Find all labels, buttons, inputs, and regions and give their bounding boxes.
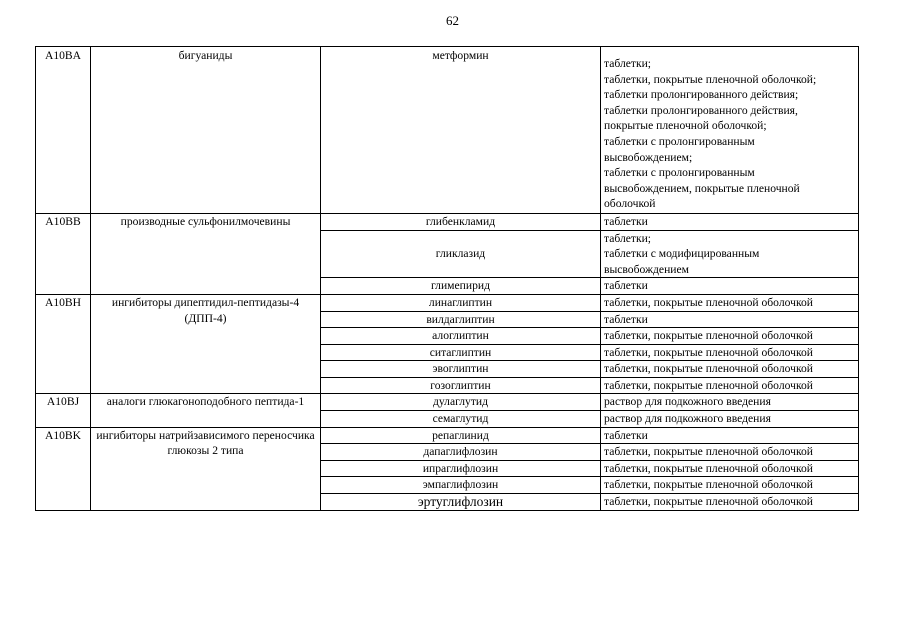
atc-code-cell: A10BB: [36, 213, 91, 294]
dosage-form-cell: [601, 344, 859, 361]
drug-name-cell: гликлазид: [321, 230, 601, 278]
dosage-form-cell: [601, 427, 859, 444]
drug-name-cell: глибенкламид: [321, 213, 601, 230]
dosage-form-line: таблетки, покрытые пленочной оболочкой: [604, 478, 813, 492]
dosage-form-cell: [601, 278, 859, 295]
drug-table: [35, 46, 859, 511]
dosage-form-cell: [601, 394, 859, 411]
drug-name-cell: ситаглиптин: [321, 344, 601, 361]
dosage-form-line: таблетки, покрытые пленочной оболочкой: [604, 445, 813, 459]
dosage-form-cell: [601, 328, 859, 345]
dosage-form-line: высвобождением: [604, 262, 689, 276]
atc-code-cell: A10BK: [36, 427, 91, 510]
dosage-form-cell: [601, 311, 859, 328]
dosage-form-line: таблетки, покрытые пленочной оболочкой: [604, 295, 813, 309]
atc-code-cell: A10BA: [36, 47, 91, 214]
dosage-form-cell: [601, 494, 859, 511]
dosage-form-cell: [601, 213, 859, 230]
dosage-form-line: раствор для подкожного введения: [604, 412, 771, 426]
dosage-form-line: таблетки, покрытые пленочной оболочкой: [604, 329, 813, 343]
drug-group-cell: аналоги глюкагоноподобного пептида-1: [91, 394, 321, 427]
dosage-form-cell: [601, 460, 859, 477]
drug-name-cell: эмпаглифлозин: [321, 477, 601, 494]
drug-name-cell: семаглутид: [321, 411, 601, 428]
drug-group-cell: бигуаниды: [91, 47, 321, 214]
dosage-form-line: таблетки, покрытые пленочной оболочкой;: [604, 72, 817, 86]
dosage-form-cell: [601, 230, 859, 278]
table-row: [36, 394, 859, 411]
dosage-form-line: таблетки с пролонгированным: [604, 166, 755, 180]
dosage-form-line: таблетки: [604, 214, 648, 228]
drug-name-cell: линаглиптин: [321, 294, 601, 311]
dosage-form-line: таблетки, покрытые пленочной оболочкой: [604, 495, 813, 509]
dosage-form-line: таблетки: [604, 312, 648, 326]
table-row: [36, 213, 859, 230]
dosage-form-cell: [601, 361, 859, 378]
dosage-form-line: таблетки: [604, 428, 648, 442]
drug-name-cell: гозоглиптин: [321, 377, 601, 394]
drug-name-cell: алоглиптин: [321, 328, 601, 345]
drug-name-cell: дапаглифлозин: [321, 444, 601, 461]
page-number: 62: [446, 13, 459, 28]
drug-name-cell: глимепирид: [321, 278, 601, 295]
dosage-form-line: таблетки, покрытые пленочной оболочкой: [604, 378, 813, 392]
drug-name-cell: метформин: [321, 47, 601, 214]
dosage-form-line: таблетки с модифицированным: [604, 247, 760, 261]
dosage-form-line: таблетки с пролонгированным: [604, 134, 755, 148]
dosage-form-line: таблетки пролонгированного действия;: [604, 88, 799, 102]
drug-group-cell: ингибиторы натрийзависимого переносчика глюкозы 2 типа: [91, 427, 321, 510]
dosage-form-cell: [601, 294, 859, 311]
drug-name-cell: эвоглиптин: [321, 361, 601, 378]
drug-name-cell: дулаглутид: [321, 394, 601, 411]
atc-code-cell: A10BH: [36, 294, 91, 394]
table-row: [36, 294, 859, 311]
dosage-form-line: таблетки пролонгированного действия,: [604, 103, 798, 117]
dosage-form-line: высвобождением;: [604, 150, 693, 164]
dosage-form-cell: [601, 47, 859, 214]
dosage-form-line: таблетки;: [604, 57, 652, 70]
dosage-form-line: таблетки, покрытые пленочной оболочкой: [604, 345, 813, 359]
table-row: [36, 47, 859, 214]
dosage-form-line: таблетки;: [604, 231, 652, 245]
dosage-form-line: таблетки, покрытые пленочной оболочкой: [604, 461, 813, 475]
dosage-form-line: покрытые пленочной оболочкой;: [604, 119, 767, 133]
drug-name-cell: вилдаглиптин: [321, 311, 601, 328]
dosage-form-line: таблетки, покрытые пленочной оболочкой: [604, 362, 813, 376]
atc-code-cell: A10BJ: [36, 394, 91, 427]
dosage-form-line: таблетки: [604, 279, 648, 293]
table-row: [36, 427, 859, 444]
drug-name-cell: репаглинид: [321, 427, 601, 444]
drug-group-cell: производные сульфонилмочевины: [91, 213, 321, 294]
drug-name-cell: эртуглифлозин: [321, 494, 601, 511]
dosage-form-cell: [601, 477, 859, 494]
dosage-form-line: высвобождением, покрытые пленочной: [604, 181, 800, 195]
dosage-form-line: раствор для подкожного введения: [604, 395, 771, 409]
drug-name-cell: ипраглифлозин: [321, 460, 601, 477]
drug-group-cell: ингибиторы дипептидил-пептидазы-4 (ДПП-4): [91, 294, 321, 394]
dosage-form-line: оболочкой: [604, 197, 656, 211]
dosage-form-cell: [601, 444, 859, 461]
dosage-form-cell: [601, 411, 859, 428]
dosage-form-cell: [601, 377, 859, 394]
